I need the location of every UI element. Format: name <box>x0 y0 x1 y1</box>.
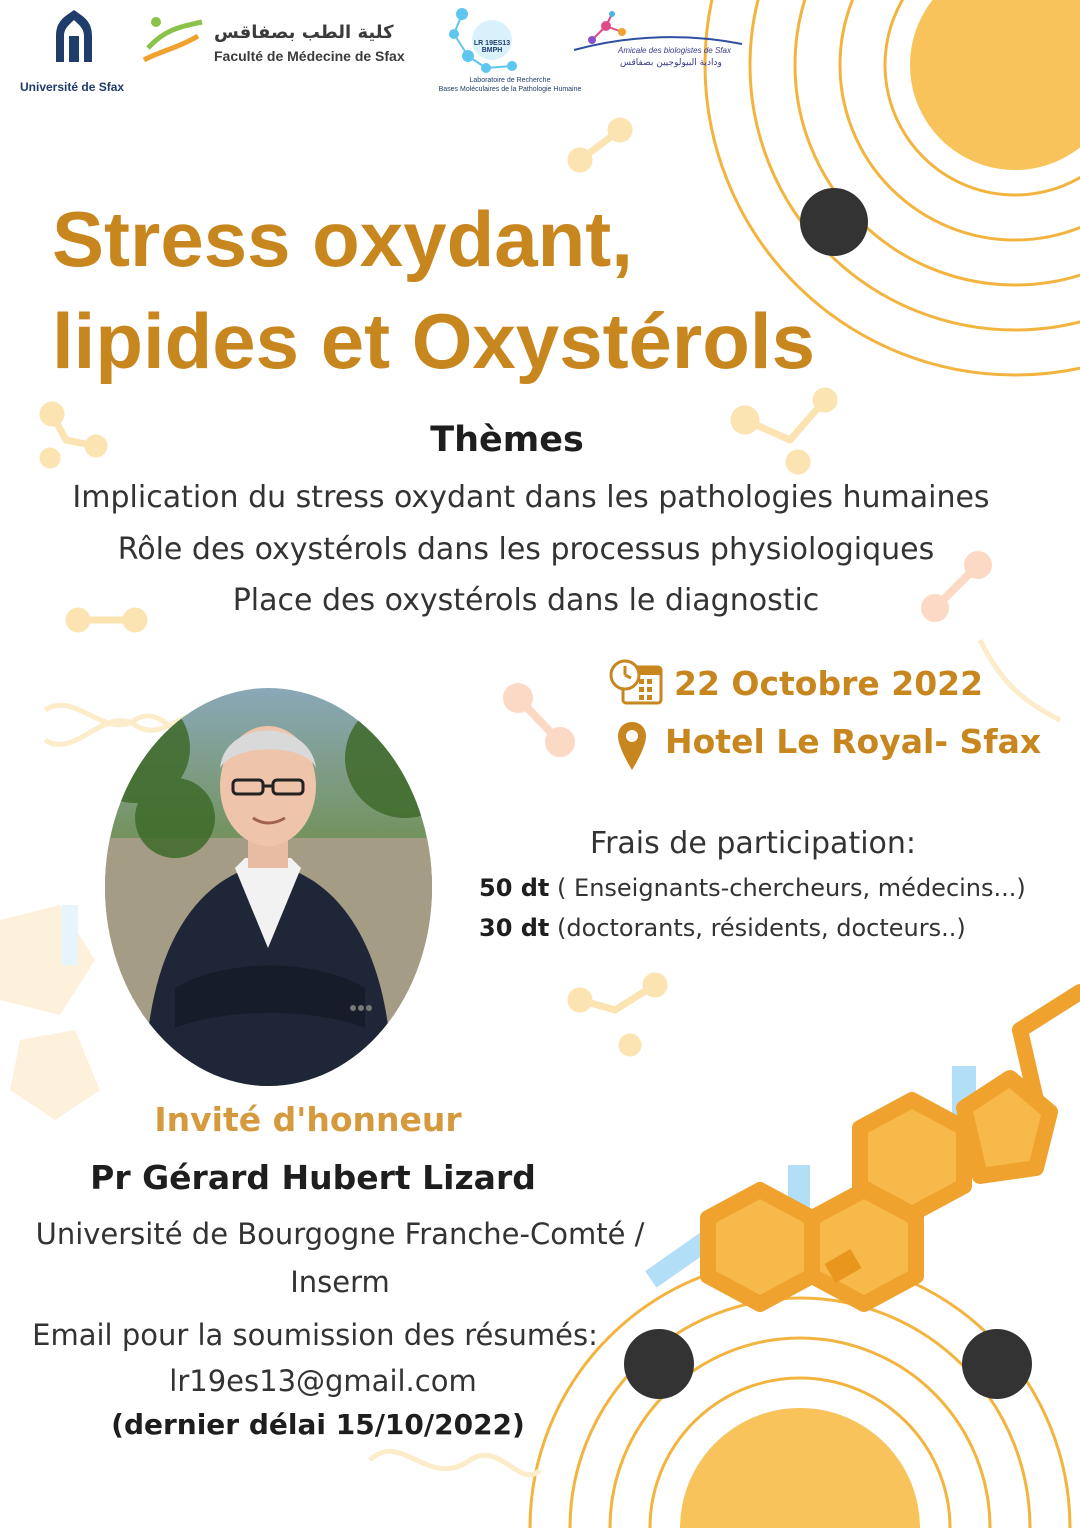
fee-amount: 50 dt <box>479 874 550 902</box>
title-line1: Stress oxydant, <box>52 195 633 283</box>
page-title <box>52 188 1002 392</box>
honor-guest-label: Invité d'honneur <box>154 1100 462 1139</box>
guest-portrait-illustration <box>105 688 432 1086</box>
theme-item: Place des oxystérols dans le diagnostic <box>232 583 820 618</box>
university-emblem-icon <box>50 6 98 70</box>
fee-item <box>479 874 1026 902</box>
fee-audience: (doctorants, résidents, docteurs..) <box>549 914 966 942</box>
title-line2: lipides et Oxystérols <box>52 297 815 385</box>
fee-item <box>479 914 966 942</box>
faculty-swoosh-icon <box>138 8 208 76</box>
amicale-name-french: Amicale des biologistes de Sfax <box>618 46 731 55</box>
fee-audience: ( Enseignants-chercheurs, médecins...) <box>549 874 1026 902</box>
submission-deadline: (dernier délai 15/10/2022) <box>111 1408 525 1441</box>
guest-affiliation-line1: Université de Bourgogne Franche-Comté / <box>35 1217 645 1251</box>
lab-name <box>420 76 600 94</box>
faculty-name-arabic: كلية الطب بصفاقس <box>214 22 394 43</box>
top-right-sun <box>910 0 1080 170</box>
dark-dot <box>962 1329 1032 1399</box>
event-place: Hotel Le Royal- Sfax <box>665 722 1042 761</box>
faculty-logo-swoosh <box>138 8 208 76</box>
university-name: Université de Sfax <box>20 80 125 94</box>
lab-name-line1: Laboratoire de Recherche <box>469 77 551 84</box>
left-faint-hexagons <box>0 905 100 1120</box>
location-pin-icon <box>617 720 647 772</box>
lab-code: LR 19ES13 BMPH <box>473 40 511 54</box>
calendar-clock-icon <box>609 657 663 707</box>
guest-affiliation <box>10 1210 670 1306</box>
theme-item: Implication du stress oxydant dans les pathologies humaines <box>72 480 990 515</box>
faculty-name-french: Faculté de Médecine de Sfax <box>214 48 405 64</box>
theme-item: Rôle des oxystérols dans les processus physiologiques <box>117 532 935 567</box>
amicale-name-arabic: ودادية البيولوجيين بصفاقس <box>620 58 722 68</box>
honeycomb-structure <box>708 1078 1050 1304</box>
lab-name-line2: Bases Moléculaires de la Pathologie Humaine <box>438 86 582 93</box>
fee-amount: 30 dt <box>479 914 550 942</box>
themes-heading: Thèmes <box>430 420 584 460</box>
guest-photo <box>105 688 432 1086</box>
university-logo <box>50 6 98 70</box>
guest-affiliation-line2: Inserm <box>290 1265 390 1299</box>
fees-heading: Frais de participation: <box>590 826 917 861</box>
submission-email-address[interactable]: lr19es13@gmail.com <box>169 1364 477 1398</box>
event-date: 22 Octobre 2022 <box>674 664 984 703</box>
submission-email-label: Email pour la soumission des résumés: <box>32 1318 598 1352</box>
guest-name: Pr Gérard Hubert Lizard <box>90 1158 536 1197</box>
bottom-sun <box>680 1408 920 1528</box>
